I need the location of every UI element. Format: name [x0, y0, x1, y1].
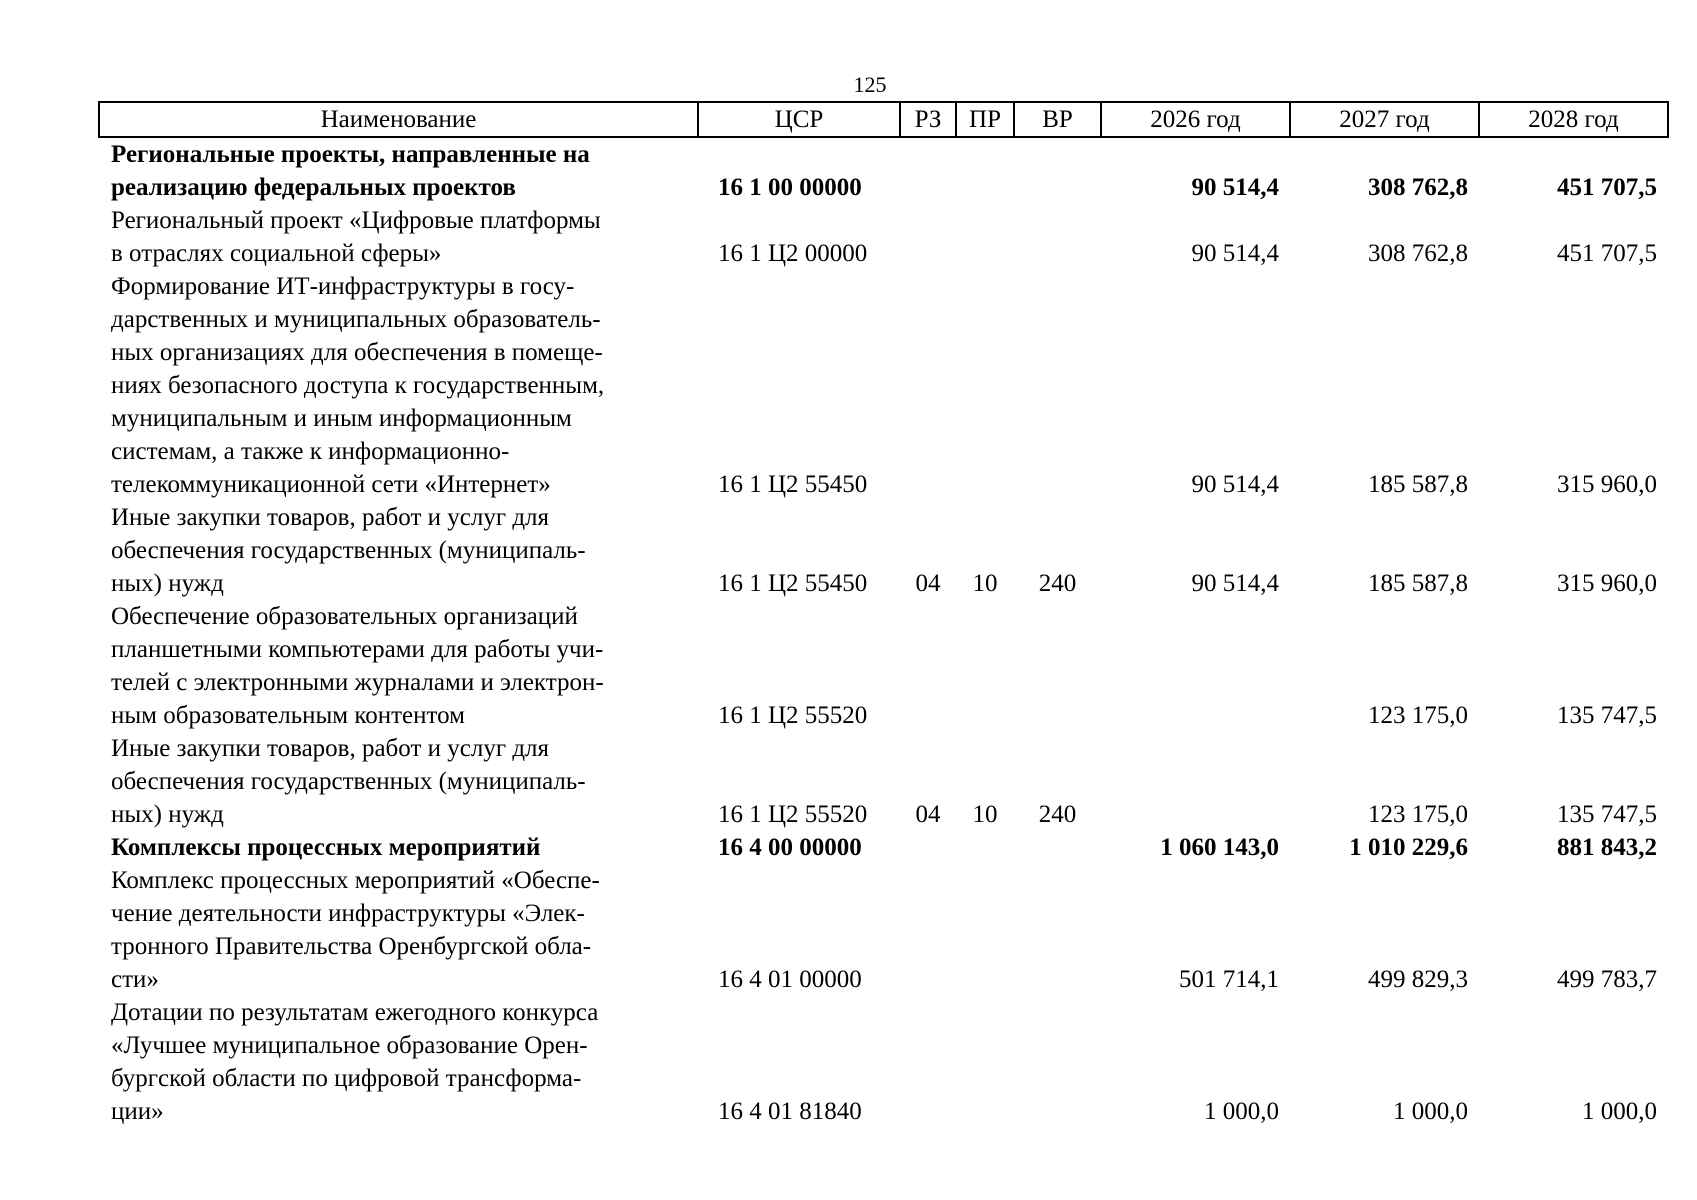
row-name — [99, 831, 698, 864]
header-year-2028: 2028 год — [1479, 102, 1668, 137]
row-value-2026: 1 060 143,0 — [1160, 834, 1279, 861]
row-rz: 04 — [915, 801, 941, 828]
row-pr — [956, 270, 1014, 501]
row-value-2026: 90 514,4 — [1191, 570, 1279, 597]
table-row — [99, 600, 1668, 732]
row-name-line: Иные закупки товаров, работ и услуг для — [111, 735, 550, 762]
header-vr: ВР — [1014, 102, 1101, 137]
table-row — [99, 732, 1668, 831]
header-year-2027: 2027 год — [1290, 102, 1479, 137]
row-name-line: ции» — [111, 1098, 164, 1125]
table-row — [99, 501, 1668, 600]
table-body — [99, 137, 1668, 1128]
row-value-2026: 90 514,4 — [1191, 471, 1279, 498]
row-name-line: дарственных и муниципальных образователь- — [111, 306, 601, 333]
row-csr: 16 4 01 00000 — [718, 966, 862, 993]
row-value-2027: 1 000,0 — [1393, 1098, 1468, 1125]
row-rz — [900, 864, 956, 996]
row-value-2026: 1 000,0 — [1204, 1098, 1279, 1125]
row-value-2027: 123 175,0 — [1368, 702, 1468, 729]
row-name-line: Комплексы процессных мероприятий — [111, 834, 541, 861]
row-csr: 16 1 Ц2 55520 — [718, 801, 868, 828]
row-name-line: ным образовательным контентом — [111, 702, 465, 729]
row-vr — [1014, 831, 1101, 864]
row-rz: 04 — [915, 570, 941, 597]
row-value-2026: 90 514,4 — [1191, 174, 1279, 201]
row-name — [99, 732, 698, 831]
row-name-line: ных организациях для обеспечения в помеще- — [111, 339, 603, 366]
row-name-line: ных) нужд — [111, 570, 224, 597]
row-value-2027: 185 587,8 — [1368, 471, 1468, 498]
row-vr — [1014, 996, 1101, 1128]
row-name — [99, 996, 698, 1128]
row-pr — [956, 600, 1014, 732]
row-name-line: Иные закупки товаров, работ и услуг для — [111, 504, 550, 531]
row-name-line: системам, а также к информационно- — [111, 438, 510, 465]
header-name: Наименование — [99, 102, 698, 137]
row-value-2028: 315 960,0 — [1557, 471, 1657, 498]
table-row — [99, 270, 1668, 501]
row-value-2027: 123 175,0 — [1368, 801, 1468, 828]
row-value-2026: 90 514,4 — [1191, 240, 1279, 267]
row-name — [99, 204, 698, 270]
row-name-line: телей с электронными журналами и электрон- — [111, 669, 604, 696]
row-name-line: чение деятельности инфраструктуры «Элек- — [111, 900, 585, 927]
row-name-line: Формирование ИТ-инфраструктуры в госу- — [111, 273, 575, 300]
row-name-line: Обеспечение образовательных организаций — [111, 603, 578, 630]
row-name-line: реализацию федеральных проектов — [111, 174, 516, 201]
row-name — [99, 270, 698, 501]
row-name — [99, 600, 698, 732]
header-rz: РЗ — [900, 102, 956, 137]
row-name-line: Региональный проект «Цифровые платформы — [111, 207, 601, 234]
row-vr: 240 — [1038, 570, 1077, 597]
row-value-2028: 135 747,5 — [1557, 801, 1657, 828]
row-value-2028: 499 783,7 — [1557, 966, 1657, 993]
row-csr: 16 1 00 00000 — [718, 174, 862, 201]
row-value-2028: 315 960,0 — [1557, 570, 1657, 597]
row-vr — [1014, 204, 1101, 270]
row-rz — [900, 204, 956, 270]
row-name-line: ных) нужд — [111, 801, 224, 828]
row-csr: 16 4 01 81840 — [718, 1098, 862, 1125]
row-pr: 10 — [972, 570, 998, 597]
row-rz — [900, 270, 956, 501]
row-value-2028: 451 707,5 — [1557, 240, 1657, 267]
row-value-2028: 881 843,2 — [1557, 834, 1657, 861]
table-row — [99, 137, 1668, 204]
row-vr — [1014, 270, 1101, 501]
row-name-line: ниях безопасного доступа к государственным, — [111, 372, 605, 399]
row-csr: 16 1 Ц2 55520 — [718, 702, 868, 729]
row-rz — [900, 600, 956, 732]
row-value-2028: 1 000,0 — [1582, 1098, 1657, 1125]
row-name — [99, 864, 698, 996]
row-value-2027: 499 829,3 — [1368, 966, 1468, 993]
table-header-row — [99, 102, 1668, 137]
row-name-line: Региональные проекты, направленные на — [111, 141, 590, 168]
row-pr — [956, 996, 1014, 1128]
row-value-2028: 135 747,5 — [1557, 702, 1657, 729]
page-number: 125 — [853, 72, 887, 97]
row-name-line: муниципальным и иным информационным — [111, 405, 572, 432]
row-pr — [956, 831, 1014, 864]
row-name — [99, 137, 698, 204]
row-name-line: обеспечения государственных (муниципаль- — [111, 768, 586, 795]
row-name-line: «Лучшее муниципальное образование Орен- — [111, 1032, 588, 1059]
row-value-2028: 451 707,5 — [1557, 174, 1657, 201]
row-vr: 240 — [1038, 801, 1077, 828]
row-name-line: бургской области по цифровой трансформа- — [111, 1065, 582, 1092]
row-rz — [900, 996, 956, 1128]
row-vr — [1014, 600, 1101, 732]
row-rz — [900, 137, 956, 204]
table-row — [99, 204, 1668, 270]
row-pr — [956, 864, 1014, 996]
row-name-line: Комплекс процессных мероприятий «Обеспе- — [111, 867, 600, 894]
table-row — [99, 831, 1668, 864]
table-row — [99, 996, 1668, 1128]
row-csr: 16 4 00 00000 — [718, 834, 862, 861]
row-name-line: обеспечения государственных (муниципаль- — [111, 537, 586, 564]
table-row — [99, 864, 1668, 996]
header-pr: ПР — [956, 102, 1014, 137]
row-value-2027: 1 010 229,6 — [1349, 834, 1468, 861]
row-csr: 16 1 Ц2 55450 — [718, 570, 868, 597]
row-name-line: в отраслях социальной сферы» — [111, 240, 442, 267]
row-value-2027: 308 762,8 — [1368, 174, 1468, 201]
row-value-2026 — [1101, 600, 1290, 732]
row-vr — [1014, 864, 1101, 996]
header-csr: ЦСР — [698, 102, 900, 137]
row-value-2027: 308 762,8 — [1368, 240, 1468, 267]
row-csr: 16 1 Ц2 55450 — [718, 471, 868, 498]
row-value-2026 — [1101, 732, 1290, 831]
row-name-line: Дотации по результатам ежегодного конкурса — [111, 999, 599, 1026]
header-year-2026: 2026 год — [1101, 102, 1290, 137]
row-value-2026: 501 714,1 — [1179, 966, 1279, 993]
row-rz — [900, 831, 956, 864]
row-name-line: планшетными компьютерами для работы учи- — [111, 636, 604, 663]
row-name-line: сти» — [111, 966, 159, 993]
row-pr: 10 — [972, 801, 998, 828]
row-pr — [956, 204, 1014, 270]
row-csr: 16 1 Ц2 00000 — [718, 240, 868, 267]
row-value-2027: 185 587,8 — [1368, 570, 1468, 597]
row-name — [99, 501, 698, 600]
row-pr — [956, 137, 1014, 204]
row-name-line: тронного Правительства Оренбургской обла- — [111, 933, 592, 960]
budget-table — [98, 101, 1669, 1128]
row-vr — [1014, 137, 1101, 204]
row-name-line: телекоммуникационной сети «Интернет» — [111, 471, 551, 498]
